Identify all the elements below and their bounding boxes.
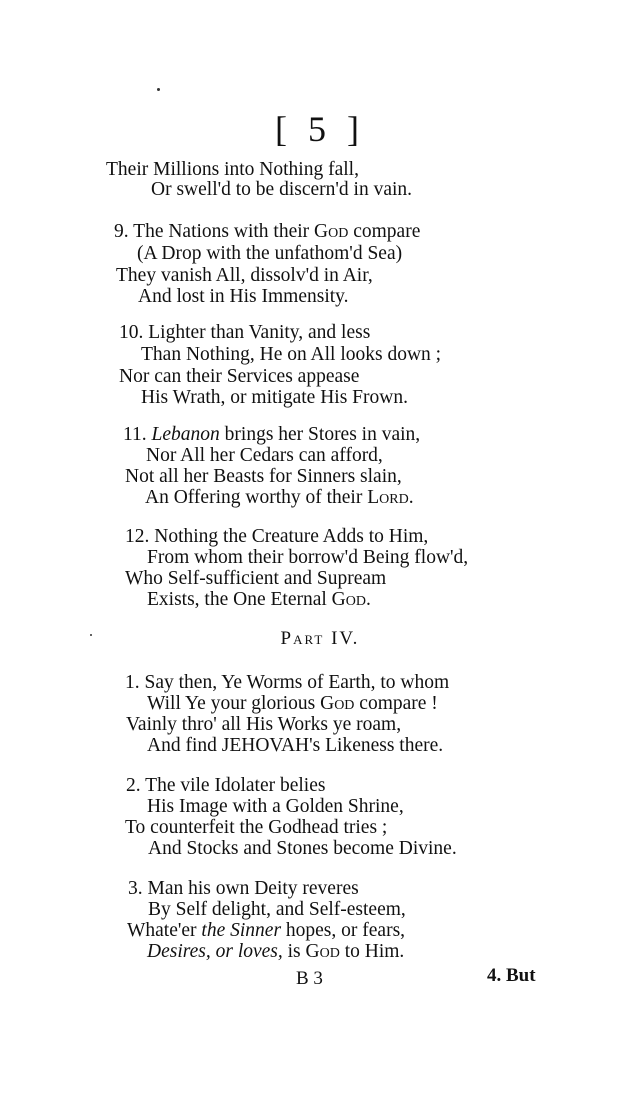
poem-line: Than Nothing, He on All looks down ;: [141, 344, 442, 365]
poem-line: By Self delight, and Self-esteem,: [148, 899, 406, 920]
poem-line: [125, 673, 449, 693]
stanza-number: 3.: [128, 878, 143, 899]
place-name: Lebanon: [151, 424, 220, 445]
text: An Offering worthy of their: [145, 487, 363, 508]
poem-line: His Wrath, or mitigate His Frown.: [141, 387, 408, 408]
text: Exists, the One Eternal: [147, 589, 327, 610]
text: Say then, Ye Worms of Earth, to whom: [144, 672, 450, 693]
part-heading: Part IV.: [280, 628, 360, 649]
poem-line: [147, 590, 371, 610]
text: is: [287, 941, 301, 962]
text: The vile Idolater belies: [145, 775, 326, 796]
poem-line: [119, 323, 370, 343]
stanza-number: 1.: [125, 672, 140, 693]
page-number: [ 5 ]: [275, 109, 365, 149]
divine-name: God: [320, 693, 355, 714]
poem-line: Vainly thro' all His Works ye roam,: [126, 714, 402, 735]
poem-line: His Image with a Golden Shrine,: [147, 796, 404, 817]
poem-line: Not all her Beasts for Sinners slain,: [125, 466, 402, 487]
poem-line: [145, 488, 414, 508]
text: compare: [353, 221, 421, 242]
poem-line: Nor All her Cedars can afford,: [146, 445, 383, 466]
text: Man his own Deity reveres: [147, 878, 359, 899]
text: The Nations with their: [133, 221, 310, 242]
poem-line: They vanish All, dissolv'd in Air,: [116, 265, 373, 286]
text: brings her Stores in vain,: [224, 424, 421, 445]
text: Lighter than Vanity, and less: [148, 322, 371, 343]
poem-line: Or swell'd to be discern'd in vain.: [151, 179, 413, 200]
poem-line: Who Self-sufficient and Supream: [125, 568, 387, 589]
poem-line: [147, 942, 404, 962]
poem-line: And find JEHOVAH's Likeness there.: [147, 735, 444, 756]
poem-line: [128, 879, 359, 899]
poem-line: [123, 425, 420, 445]
poem-line: [127, 921, 405, 941]
divine-name: Lord.: [367, 487, 414, 508]
poem-line: (A Drop with the unfathom'd Sea): [137, 243, 403, 264]
text: hopes, or fears,: [285, 920, 406, 941]
poem-line: Nor can their Services appease: [119, 366, 360, 387]
poem-line: Their Millions into Nothing fall,: [106, 159, 359, 180]
poem-line: And Stocks and Stones become Divine.: [148, 838, 457, 859]
text: Will Ye your glorious: [147, 693, 316, 714]
poem-line: [114, 222, 420, 242]
text-italic: the Sinner: [201, 920, 282, 941]
poem-line: And lost in His Immensity.: [138, 286, 349, 307]
text: compare !: [359, 693, 438, 714]
stanza-number: 11.: [123, 424, 147, 445]
divine-name: God.: [331, 589, 371, 610]
poem-line: From whom their borrow'd Being flow'd,: [147, 547, 469, 568]
divine-name: God: [305, 941, 340, 962]
text-italic: Desires, or loves,: [147, 941, 283, 962]
stanza-number: 12.: [125, 526, 150, 547]
ink-speck: [157, 88, 160, 91]
divine-name: God: [314, 221, 349, 242]
catchword: 4. But: [487, 965, 536, 986]
signature-mark: B 3: [296, 968, 323, 989]
poem-line: [125, 527, 428, 547]
poem-line: [126, 776, 325, 796]
text: Whate'er: [127, 920, 197, 941]
text: to Him.: [344, 941, 405, 962]
text: Nothing the Creature Adds to Him,: [154, 526, 429, 547]
poem-line: [147, 694, 438, 714]
stanza-number: 9.: [114, 221, 129, 242]
stanza-number: 10.: [119, 322, 144, 343]
poem-line: To counterfeit the Godhead tries ;: [125, 817, 388, 838]
stanza-number: 2.: [126, 775, 141, 796]
